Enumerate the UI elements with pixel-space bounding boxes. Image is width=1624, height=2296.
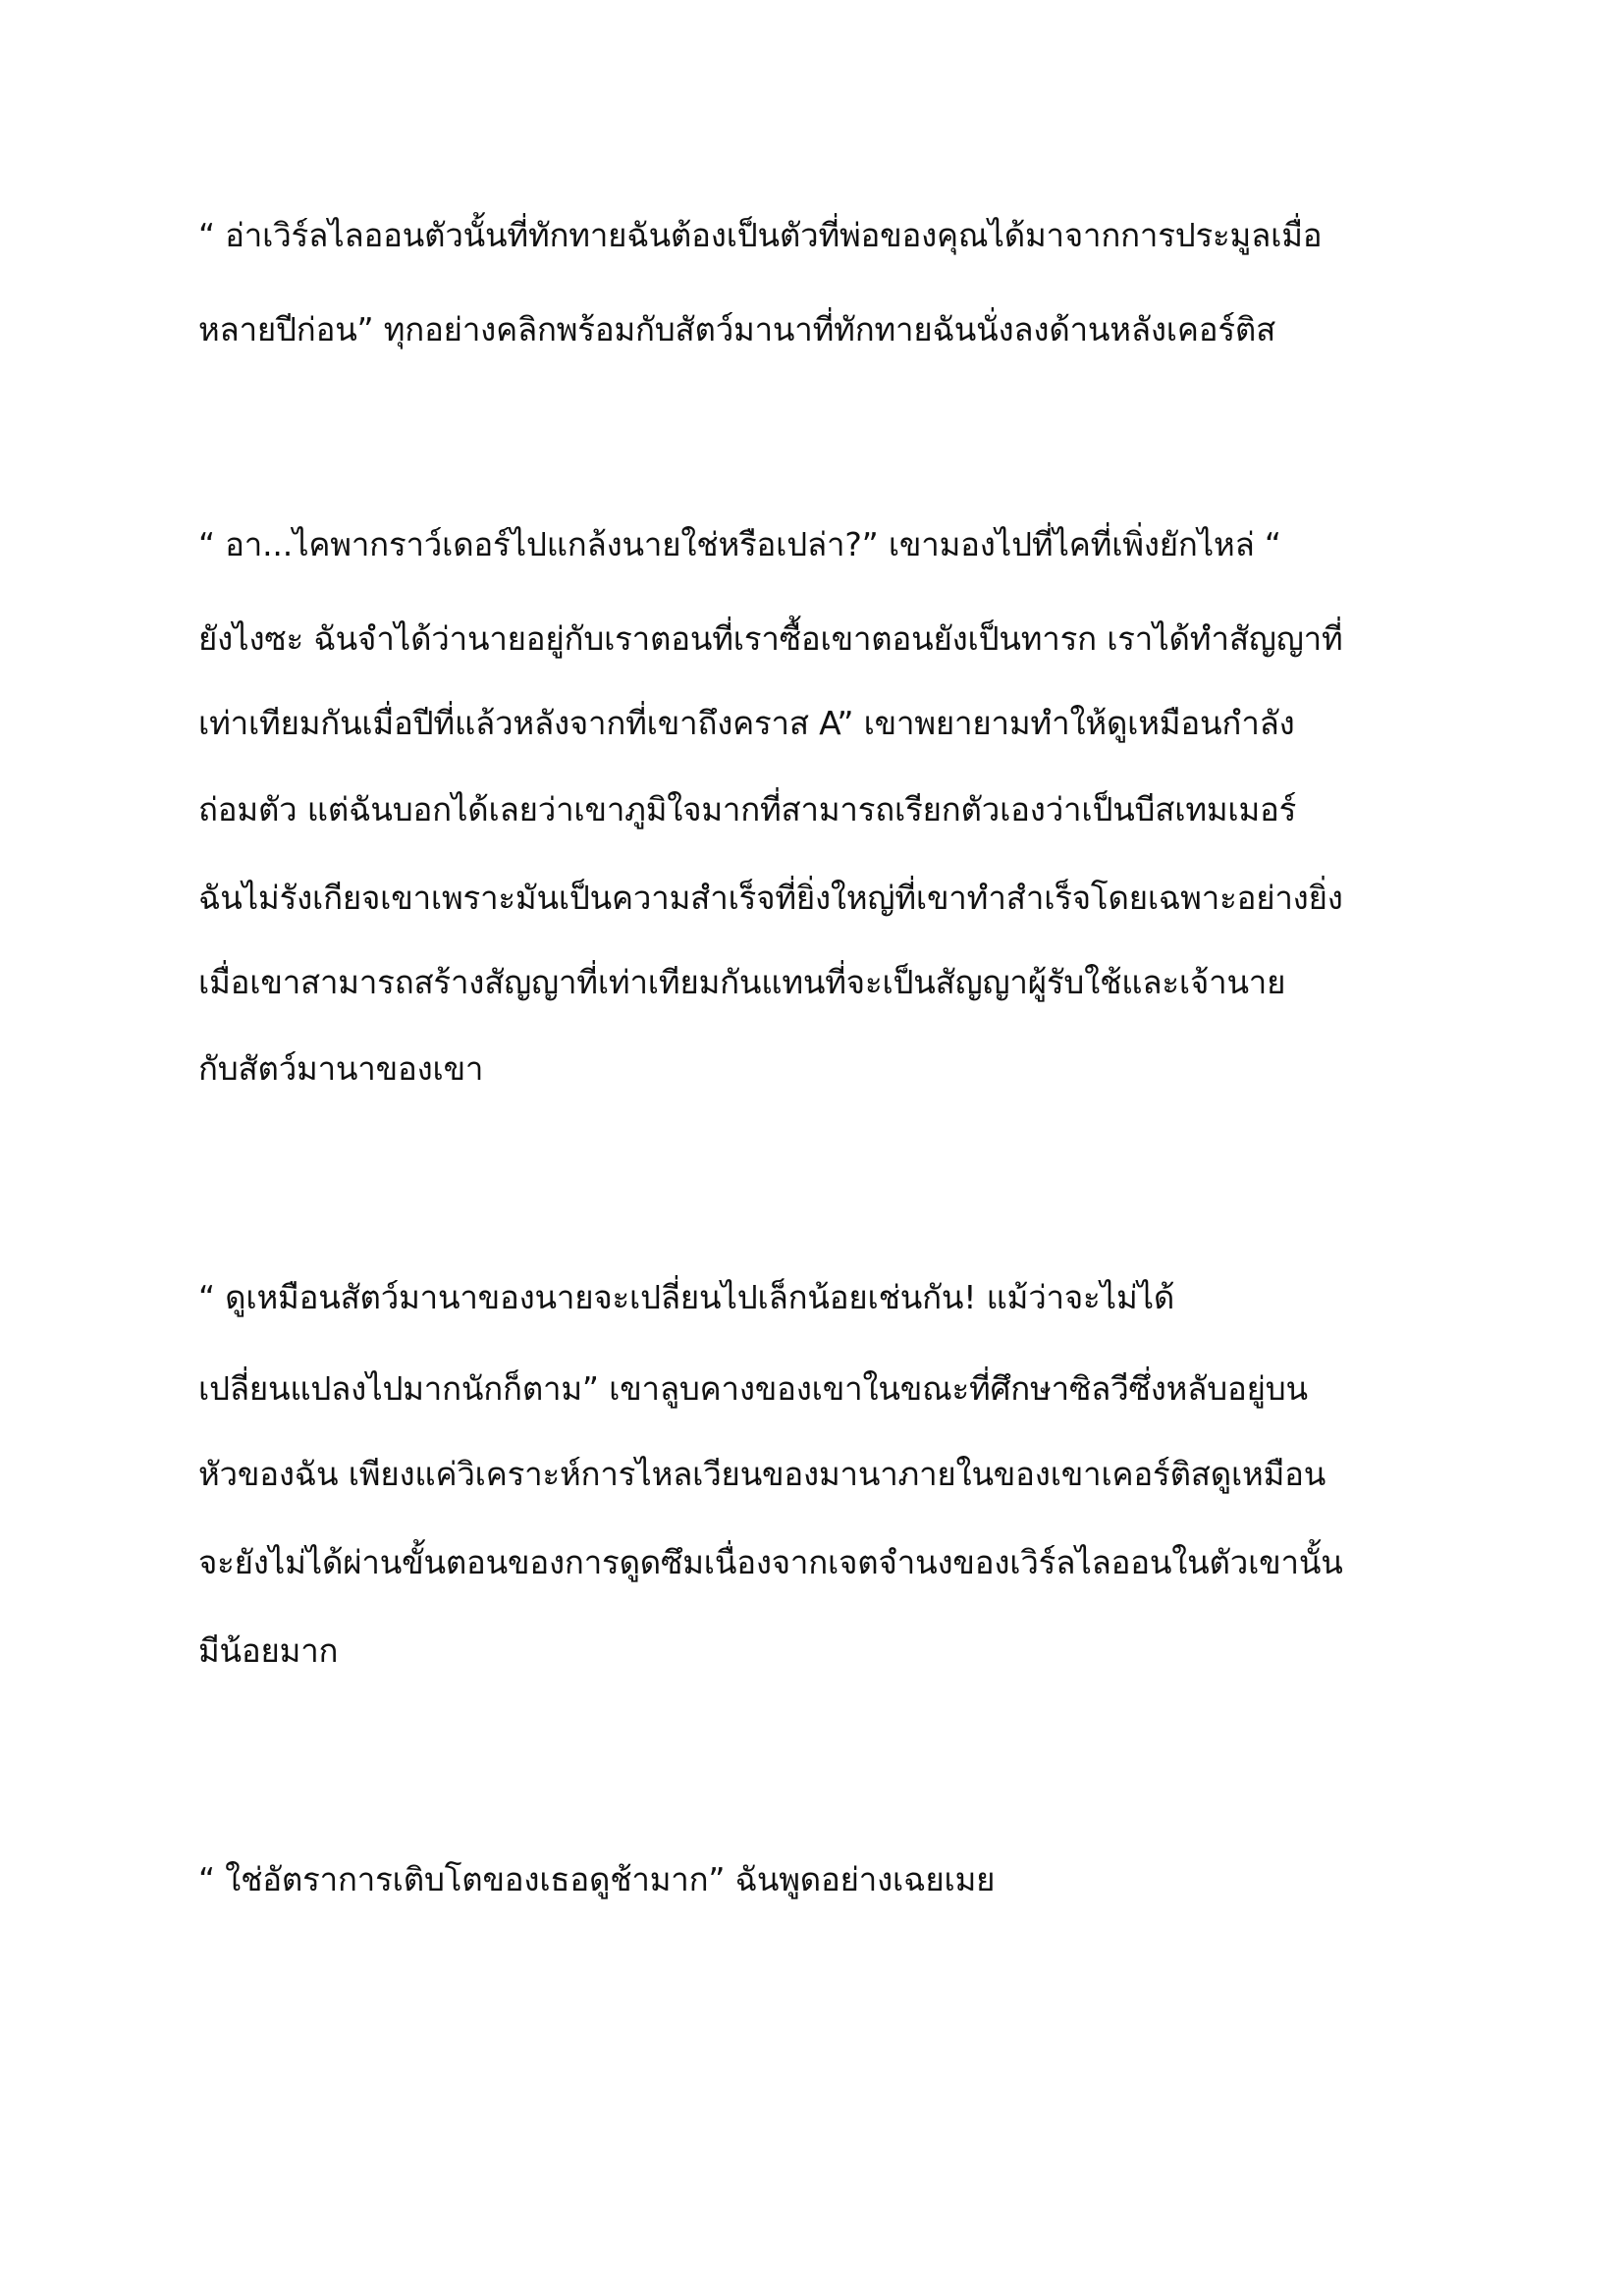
paragraph-line: เท่าเทียมกันเมื่อปีที่แล้วหลังจากที่เขาถึงคราส A” เขาพยายามทำให้ดูเหมือนกำลัง [198, 704, 1295, 742]
paragraph-line: กับสัตว์มานาของเขา [198, 1049, 484, 1088]
paragraph-line: ยังไงซะ ฉันจำได้ว่านายอยู่กับเราตอนที่เราซื้อเขาตอนยังเป็นทารก เราได้ทำสัญญาที่ [198, 619, 1343, 658]
paragraph-line: “ ดูเหมือนสัตว์มานาของนายจะเปลี่ยนไปเล็กน้อยเช่นกัน! แม้ว่าจะไม่ได้ [198, 1278, 1175, 1316]
paragraph-line: จะยังไม่ได้ผ่านขั้นตอนของการดูดซึมเนื่องจากเจตจำนงของเวิร์ลไลออนในตัวเขานั้น [198, 1543, 1343, 1581]
paragraph-line: ถ่อมตัว แต่ฉันบอกได้เลยว่าเขาภูมิใจมากที่สามารถเรียกตัวเองว่าเป็นบีสเทมเมอร์ [198, 790, 1297, 828]
paragraph-line: “ อา...ไคพากราว์เดอร์ไปแกล้งนายใช่หรือเปล่า?” เขามองไปที่ไคที่เพิ่งยักไหล่ “ [198, 525, 1281, 563]
paragraph-line: ฉันไม่รังเกียจเขาเพราะมันเป็นความสำเร็จที่ยิ่งใหญ่ที่เขาทำสำเร็จโดยเฉพาะอย่างยิ่ง [198, 879, 1343, 917]
paragraph-line: เปลี่ยนแปลงไปมากนักก็ตาม” เขาลูบคางของเขาในขณะที่ศึกษาซิลวีซึ่งหลับอยู่บน [198, 1369, 1308, 1408]
paragraph-line: มีน้อยมาก [198, 1631, 339, 1670]
paragraph-line: “ ใช่อัตราการเติบโตของเธอดูช้ามาก” ฉันพูดอย่างเฉยเมย [198, 1860, 996, 1898]
paragraph-line: หลายปีก่อน” ทุกอย่างคลิกพร้อมกับสัตว์มานาที่ทักทายฉันนั่งลงด้านหลังเคอร์ติส [198, 310, 1276, 348]
paragraph-line: หัวของฉัน เพียงแค่วิเคราะห์การไหลเวียนของมานาภายในของเขาเคอร์ติสดูเหมือน [198, 1455, 1326, 1493]
paragraph-line: เมื่อเขาสามารถสร้างสัญญาที่เท่าเทียมกันแทนที่จะเป็นสัญญาผู้รับใช้และเจ้านาย [198, 963, 1286, 1001]
paragraph-line: “ อ่าเวิร์ลไลออนตัวนั้นที่ทักทายฉันต้องเป็นตัวที่พ่อของคุณได้มาจากการประมูลเมื่อ [198, 216, 1323, 254]
